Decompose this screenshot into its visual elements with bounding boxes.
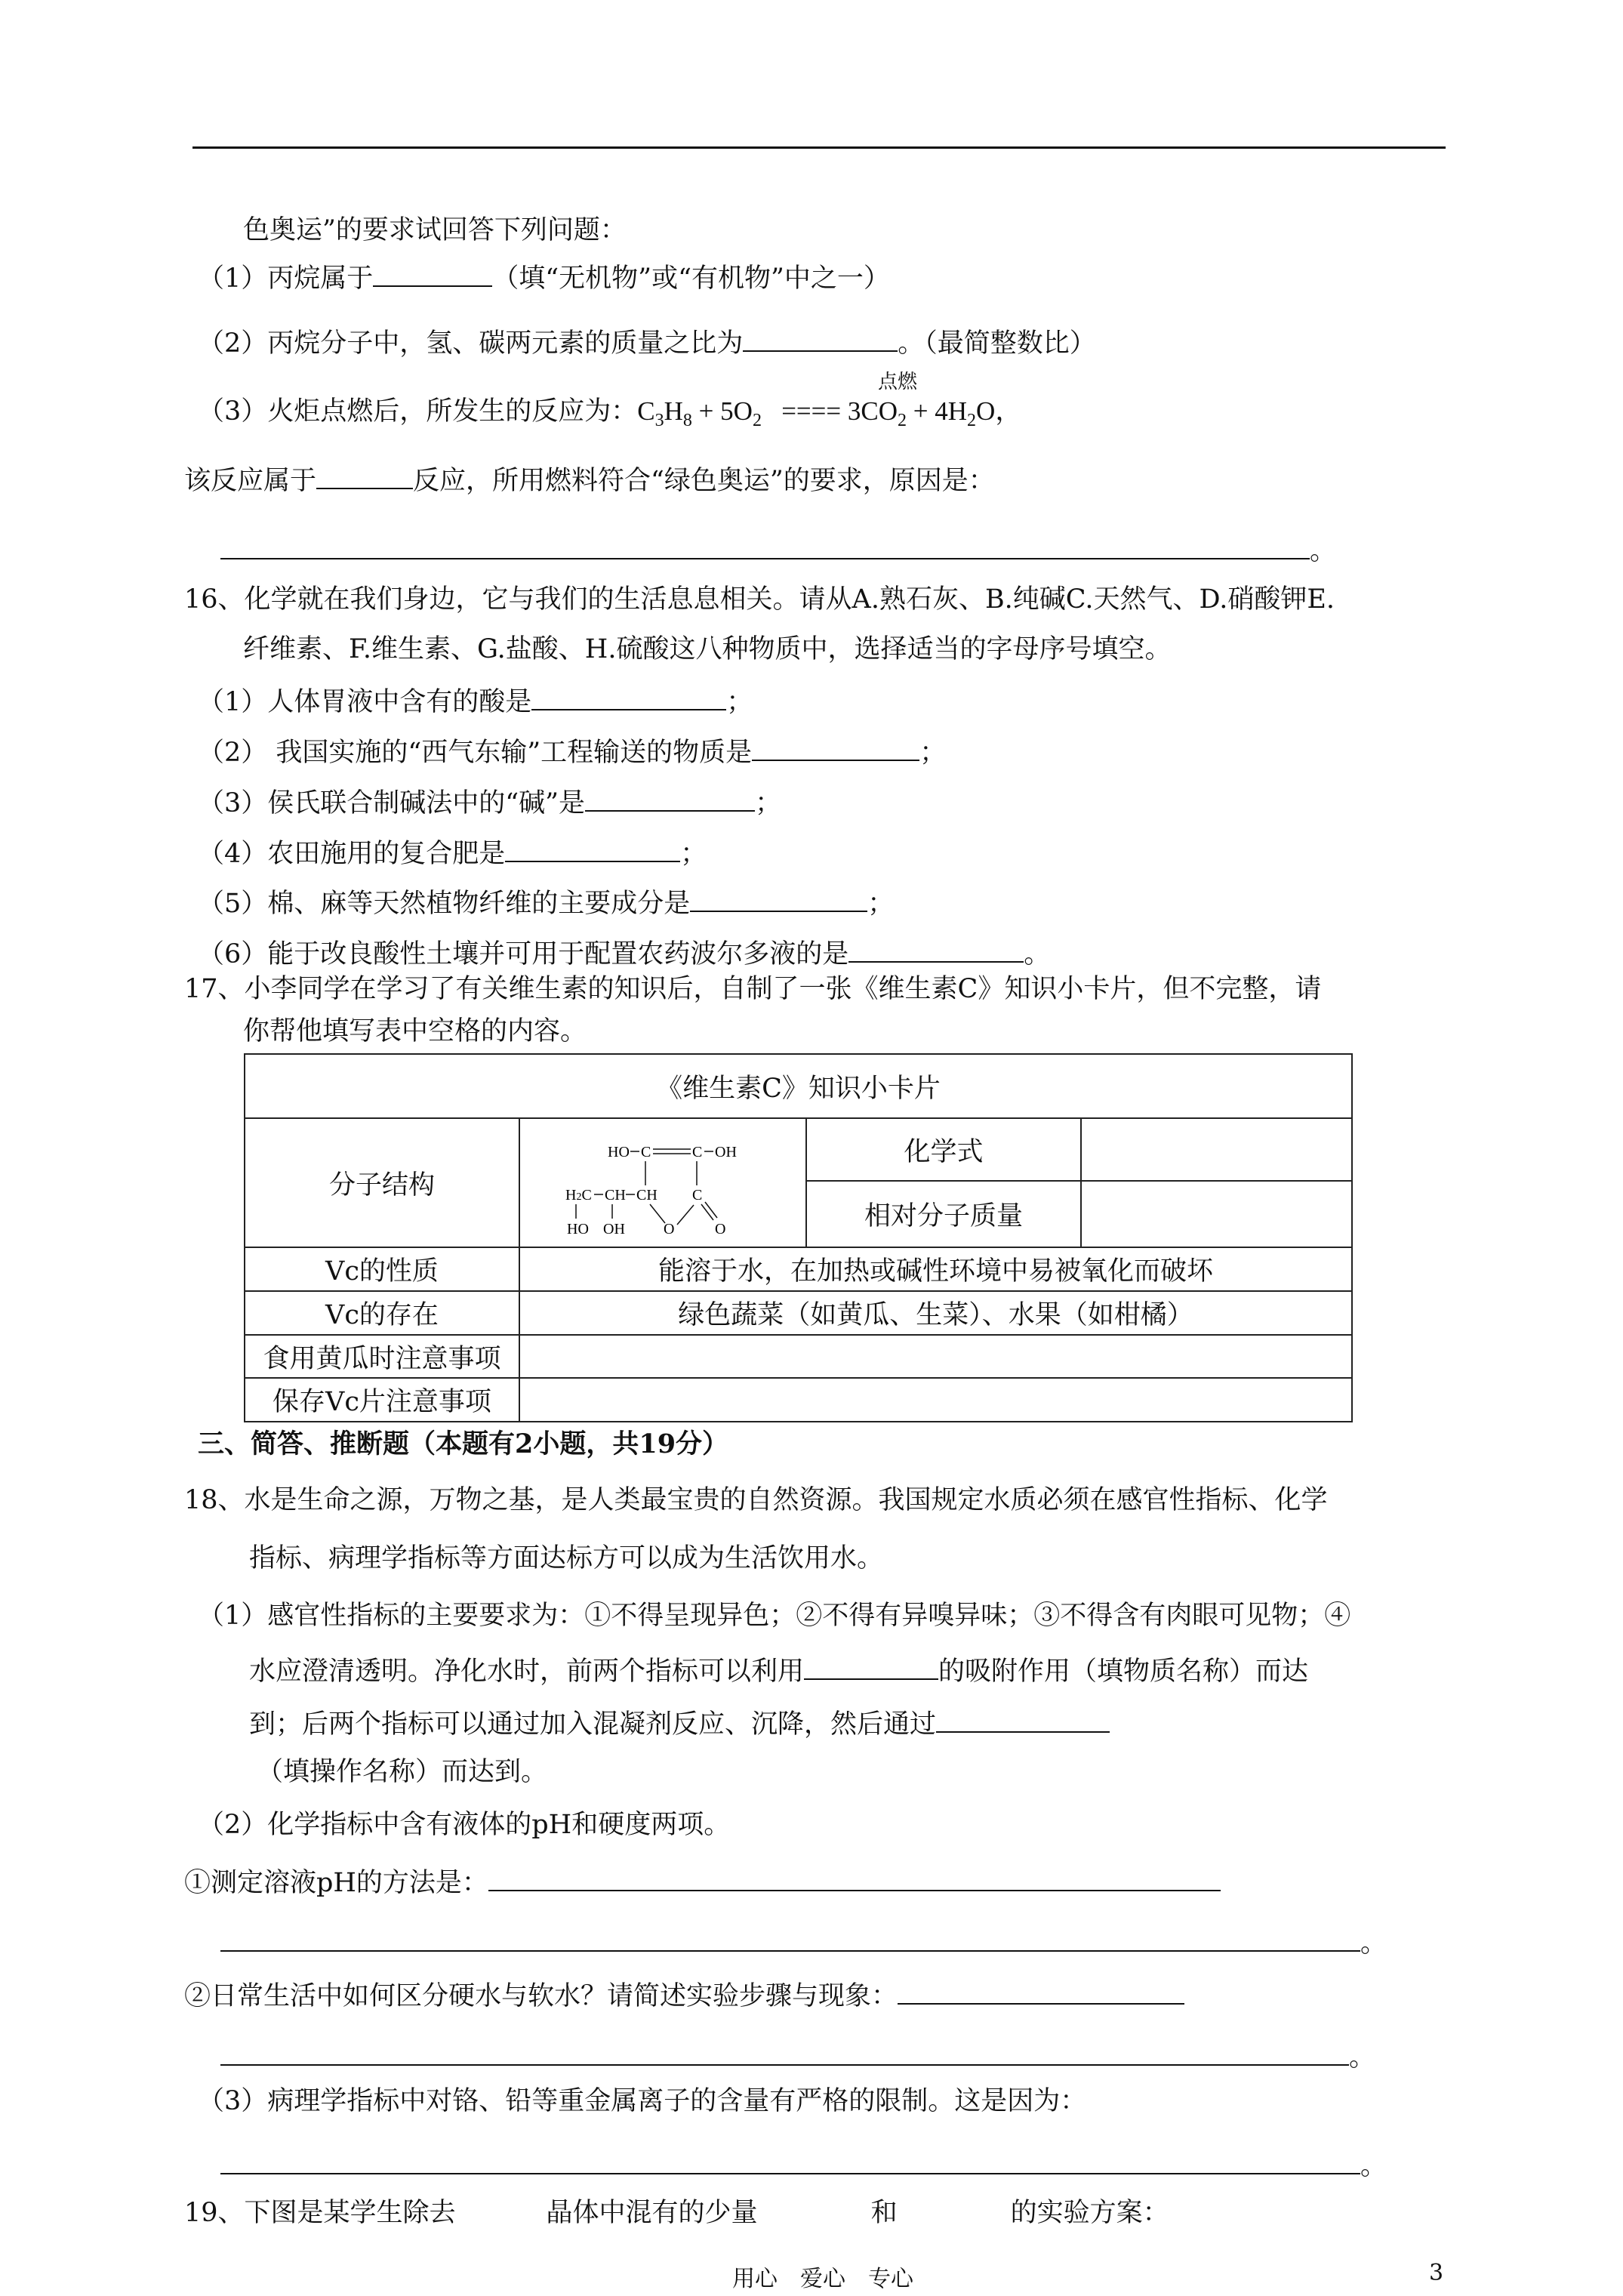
answer-line[interactable] bbox=[220, 2037, 1349, 2066]
svg-text:OH: OH bbox=[603, 1220, 625, 1237]
q15-part4: 该反应属于 反应，所用燃料符合“绿色奥运”的要求，原因是： bbox=[184, 461, 995, 498]
svg-text:HO: HO bbox=[567, 1220, 589, 1237]
structure-label: 分子结构 bbox=[245, 1118, 519, 1247]
footer-slogan: 用心 爱心 专心 bbox=[732, 2266, 913, 2292]
formula-label: 化学式 bbox=[806, 1118, 1081, 1181]
svg-text:O: O bbox=[715, 1220, 726, 1237]
q18-line6: （填操作名称）而达到。 bbox=[257, 1757, 548, 1787]
svg-text:CH: CH bbox=[605, 1186, 626, 1203]
svg-text:H2C: H2C bbox=[565, 1186, 592, 1203]
header-rule bbox=[192, 146, 1446, 149]
svg-text:O: O bbox=[664, 1220, 675, 1237]
answer-blank[interactable] bbox=[585, 783, 755, 812]
cucumber-note-answer-cell[interactable] bbox=[519, 1335, 1352, 1378]
q18-line3: （1）感官性指标的主要要求为：①不得呈现异色；②不得有异嗅异味；③不得含有肉眼可见物；④ bbox=[198, 1601, 1351, 1631]
q15-part5: 。 bbox=[220, 531, 1336, 569]
q16-line1: 16、化学就在我们身边，它与我们的生活息息相关。请从A.熟石灰、B.纯碱C.天然气、D.硝酸钾E. bbox=[184, 584, 1335, 615]
answer-line[interactable] bbox=[898, 1976, 1184, 2005]
q18-line1: 18、水是生命之源，万物之基，是人类最宝贵的自然资源。我国规定水质必须在感官性指标、化学 bbox=[184, 1485, 1328, 1515]
answer-blank[interactable] bbox=[752, 732, 919, 761]
chemical-equation: $C_3H_8 + 5O_2$ ==== $3CO_2 + 4H_2O$ bbox=[637, 396, 996, 430]
answer-line[interactable] bbox=[488, 1863, 1221, 1891]
formula-answer-cell[interactable] bbox=[1081, 1118, 1352, 1181]
reaction-condition: 点燃 bbox=[878, 371, 918, 393]
q18-line7: （2）化学指标中含有液体的pH和硬度两项。 bbox=[198, 1810, 731, 1840]
answer-blank[interactable] bbox=[531, 682, 726, 710]
svg-text:CH: CH bbox=[636, 1186, 658, 1203]
answer-line[interactable] bbox=[220, 1923, 1360, 1952]
answer-blank[interactable] bbox=[316, 461, 413, 489]
q15-part1: （1）丙烷属于 （填“无机物”或“有机物”中之一） bbox=[198, 258, 890, 296]
vitamin-c-card bbox=[244, 1053, 1353, 1422]
q16-item5: （5）棉、麻等天然植物纤维的主要成分是 ； bbox=[198, 883, 894, 921]
q18-line10: ②日常生活中如何区分硬水与软水？请简述实验步骤与现象： bbox=[184, 1976, 1184, 2014]
q15-part2: （2）丙烷分子中，氢、碳两元素的质量之比为 。（最简整数比） bbox=[198, 323, 1096, 361]
q18-line5: 到；后两个指标可以通过加入混凝剂反应、沉降，然后通过 bbox=[249, 1704, 1110, 1742]
q18-line4: 水应澄清透明。净化水时，前两个指标可以利用 的吸附作用（填物质名称）而达 bbox=[249, 1651, 1308, 1689]
svg-text:OH: OH bbox=[715, 1143, 737, 1160]
svg-text:C: C bbox=[641, 1143, 651, 1160]
molecular-mass-label: 相对分子质量 bbox=[806, 1181, 1081, 1247]
q17-line2: 你帮他填写表中空格的内容。 bbox=[243, 1016, 587, 1046]
svg-text:C: C bbox=[692, 1143, 703, 1160]
existence-value: 绿色蔬菜（如黄瓜、生菜）、水果（如柑橘） bbox=[519, 1291, 1352, 1335]
molecular-mass-answer-cell[interactable] bbox=[1081, 1181, 1352, 1247]
answer-blank[interactable] bbox=[936, 1704, 1110, 1733]
svg-text:C: C bbox=[692, 1186, 703, 1203]
q18-line8: ①测定溶液pH的方法是： bbox=[184, 1863, 1221, 1900]
q18-line12: （3）病理学指标中对铬、铅等重金属离子的含量有严格的限制。这是因为： bbox=[198, 2086, 1087, 2116]
storage-note-answer-cell[interactable] bbox=[519, 1378, 1352, 1422]
answer-blank[interactable] bbox=[804, 1651, 938, 1680]
answer-blank[interactable] bbox=[743, 323, 898, 352]
answer-blank[interactable] bbox=[373, 258, 492, 287]
answer-blank[interactable] bbox=[848, 934, 1024, 963]
q16-line2: 纤维素、F.维生素、G.盐酸、H.硫酸这八种物质中，选择适当的字母序号填空。 bbox=[243, 634, 1172, 664]
q16-item3: （3）侯氏联合制碱法中的“碱”是 ； bbox=[198, 783, 781, 821]
q19-line: 19、下图是某学生除去 晶体中混有的少量 和 的实验方案： bbox=[184, 2198, 1169, 2228]
answer-blank[interactable] bbox=[505, 834, 680, 862]
q18-line2: 指标、病理学指标等方面达标方可以成为生活饮用水。 bbox=[249, 1543, 884, 1573]
q18-line13: 。 bbox=[220, 2146, 1387, 2184]
q16-item4: （4）农田施用的复合肥是 ； bbox=[198, 834, 707, 871]
card-title: 《维生素C》知识小卡片 bbox=[245, 1054, 1352, 1118]
vitamin-c-structure-diagram bbox=[561, 1126, 765, 1240]
q17-line1: 17、小李同学在学习了有关维生素的知识后，自制了一张《维生素C》知识小卡片，但不完整，请 bbox=[184, 974, 1322, 1004]
answer-blank[interactable] bbox=[690, 883, 867, 912]
q16-item6: （6）能于改良酸性土壤并可用于配置农药波尔多液的是 。 bbox=[198, 934, 1050, 972]
intro-line: 色奥运”的要求试回答下列问题： bbox=[243, 215, 627, 245]
answer-line[interactable] bbox=[220, 2146, 1360, 2174]
q18-line9: 。 bbox=[220, 1923, 1387, 1961]
q15-part3: （3）火炬点燃后，所发生的反应为：$C_3H_8 + 5O_2$ ==== $3CO_2 + 4H_2O$， bbox=[198, 396, 1022, 430]
q18-line11: 。 bbox=[220, 2037, 1375, 2075]
storage-note-label: 保存Vc片注意事项 bbox=[245, 1378, 519, 1422]
property-value: 能溶于水，在加热或碱性环境中易被氧化而破坏 bbox=[519, 1247, 1352, 1291]
cucumber-note-label: 食用黄瓜时注意事项 bbox=[245, 1335, 519, 1378]
page-number: 3 bbox=[1429, 2260, 1444, 2286]
molecular-structure bbox=[519, 1118, 806, 1247]
svg-text:HO: HO bbox=[608, 1143, 630, 1160]
existence-label: Vc的存在 bbox=[245, 1291, 519, 1335]
q16-item1: （1）人体胃液中含有的酸是 ； bbox=[198, 682, 753, 720]
section-3-heading: 三、简答、推断题（本题有2小题，共19分） bbox=[198, 1428, 729, 1459]
answer-line[interactable] bbox=[220, 531, 1310, 559]
property-label: Vc的性质 bbox=[245, 1247, 519, 1291]
q16-item2: （2） 我国实施的“西气东输”工程输送的物质是 ； bbox=[198, 732, 946, 770]
